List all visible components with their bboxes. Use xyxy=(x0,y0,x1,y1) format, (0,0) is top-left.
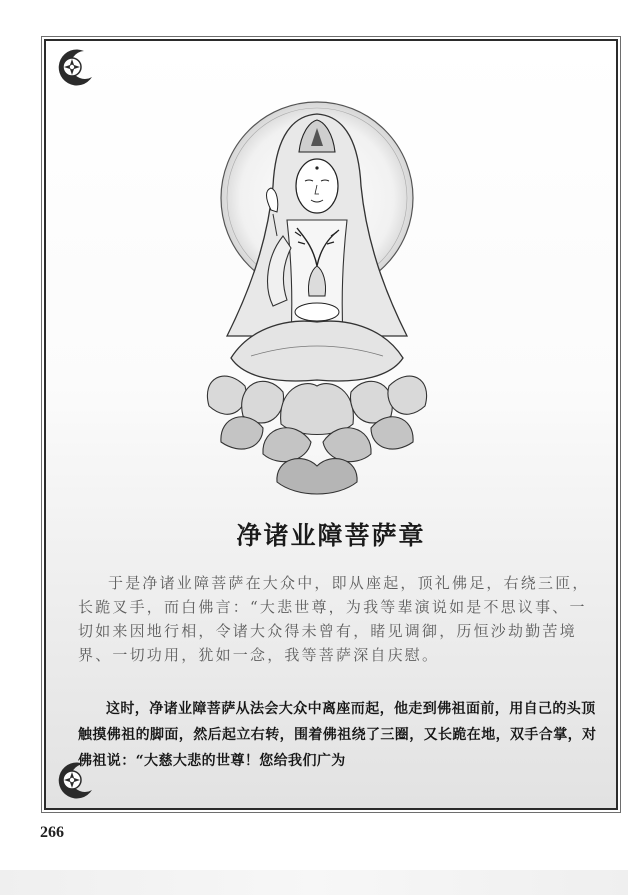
lotus-crescent-ornament-icon xyxy=(54,47,96,89)
lotus-crescent-ornament-icon xyxy=(54,760,96,802)
chapter-title: 净诸业障菩萨章 xyxy=(236,521,426,550)
translation-paragraph: 这时，净诸业障菩萨从法会大众中离座而起，他走到佛祖面前，用自己的头顶触摸佛祖的脚面，然后起立右转，围着佛祖绕了三圈，又长跪在地，双手合掌，对佛祖说：“大慈大悲的世尊！您给我们广为 xyxy=(78,701,597,769)
verse-paragraph: 于是净诸业障菩萨在大众中，即从座起，顶礼佛足，右绕三匝，长跪叉手，而白佛言：“大悲世尊，为我等辈演说如是不思议事、一切如来因地行相，令诸大众得未曾有，睹见调御，历恒沙劫勤苦境界、一切功用，犹如一念，我等菩萨深自庆慰。 xyxy=(78,574,590,664)
bodhisattva-illustration xyxy=(191,86,443,506)
page-bottom-margin xyxy=(0,870,628,895)
page-number: 266 xyxy=(40,824,64,841)
page-frame xyxy=(44,39,618,810)
